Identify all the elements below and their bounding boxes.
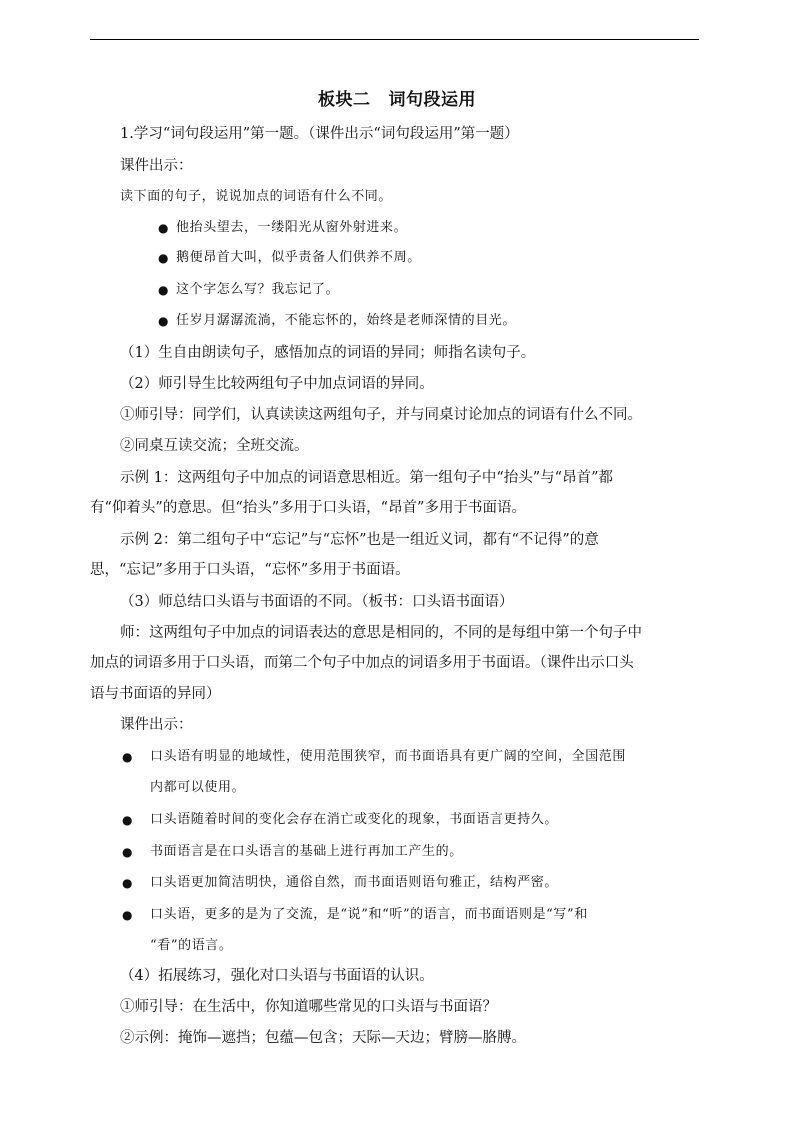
step-4-guide: ①师引导：在生活中，你知道哪些常见的口头语与书面语？ <box>120 999 497 1015</box>
example-sentence: 他抬头望去，一缕阳光从窗外射进来。 <box>176 220 408 235</box>
comparison-point-continued: 内都可以使用。 <box>150 780 246 795</box>
comparison-point-continued: “看”的语言。 <box>150 938 233 953</box>
step-2-exchange: ②同桌互读交流；全班交流。 <box>120 438 309 454</box>
bullet-icon: ● <box>158 251 169 265</box>
comparison-point: 口头语有明显的地域性，使用范围狭窄，而书面语具有更广阔的空间，全国范围 <box>150 749 627 764</box>
step-2: （2）师引导生比较两组句子中加点词语的异同。 <box>120 376 434 392</box>
bullet-icon: ● <box>158 314 169 328</box>
comparison-point: 口头语，更多的是为了交流，是“说”和“听”的语言，而书面语则是“写”和 <box>150 907 588 922</box>
step-3: （3）师总结口头语与书面语的不同。（板书：口头语书面语） <box>120 594 514 610</box>
comparison-point: 口头语更加简洁明快，通俗自然，而书面语则语句雅正，结构严密。 <box>150 875 559 890</box>
header-rule <box>90 39 699 40</box>
comparison-point: 书面语言是在口头语言的基础上进行再加工产生的。 <box>150 844 463 859</box>
bullet-icon: ● <box>158 221 169 235</box>
question-1: 1.学习“词句段运用”第一题。（课件出示“词句段运用”第一题） <box>120 126 519 142</box>
section-title-part-a: 板块二 <box>318 90 371 110</box>
step-4-example: ②示例：掩饰—遮挡；包蕴—包含；天际—天边；臂膀—胳膊。 <box>120 1030 526 1046</box>
example-2-line-1: 示例 2：第二组句子中“忘记”与“忘怀”也是一组近义词，都有“不记得”的意 <box>120 532 599 548</box>
step-2-guide: ①师引导：同学们，认真读读这两组句子，并与同桌讨论加点的词语有什么不同。 <box>120 407 642 423</box>
teacher-summary-line-2: 加点的词语多用于口头语，而第二个句子中加点的词语多用于书面语。（课件出示口头 <box>90 655 634 671</box>
courseware-label-1: 课件出示： <box>120 158 193 174</box>
bullet-icon: ● <box>122 813 133 827</box>
example-sentence: 这个字怎么写？我忘记了。 <box>176 282 340 297</box>
example-2-line-2: 思，“忘记”多用于口头语，“忘怀”多用于书面语。 <box>90 562 410 578</box>
exercise-prompt: 读下面的句子，说说加点的词语有什么不同。 <box>120 189 393 204</box>
section-title <box>0 85 794 110</box>
bullet-icon: ● <box>158 283 169 297</box>
example-1-line-1: 示例 1：这两组句子中加点的词语意思相近。第一组句子中“抬头”与“昂首”都 <box>120 470 613 486</box>
example-sentence: 鹅便昂首大叫，似乎责备人们供养不周。 <box>176 250 421 265</box>
example-1-line-2: 有“仰着头”的意思。但“抬头”多用于口头语，“昂首”多用于书面语。 <box>90 500 526 516</box>
teacher-summary-line-1: 师：这两组句子中加点的词语表达的意思是相同的，不同的是每组中第一个句子中 <box>120 625 642 641</box>
bullet-icon: ● <box>122 750 133 764</box>
step-4: （4）拓展练习，强化对口头语与书面语的认识。 <box>120 968 434 984</box>
example-sentence: 任岁月潺潺流淌，不能忘怀的，始终是老师深情的目光。 <box>176 313 517 328</box>
bullet-icon: ● <box>122 876 133 890</box>
courseware-label-2: 课件出示： <box>120 717 193 733</box>
bullet-icon: ● <box>122 845 133 859</box>
teacher-summary-line-3: 语与书面语的异同） <box>90 686 221 702</box>
section-title-part-b: 词句段运用 <box>388 90 476 110</box>
bullet-icon: ● <box>122 908 133 922</box>
step-1: （1）生自由朗读句子，感悟加点的词语的异同；师指名读句子。 <box>120 345 536 361</box>
comparison-point: 口头语随着时间的变化会存在消亡或变化的现象，书面语言更持久。 <box>150 812 559 827</box>
